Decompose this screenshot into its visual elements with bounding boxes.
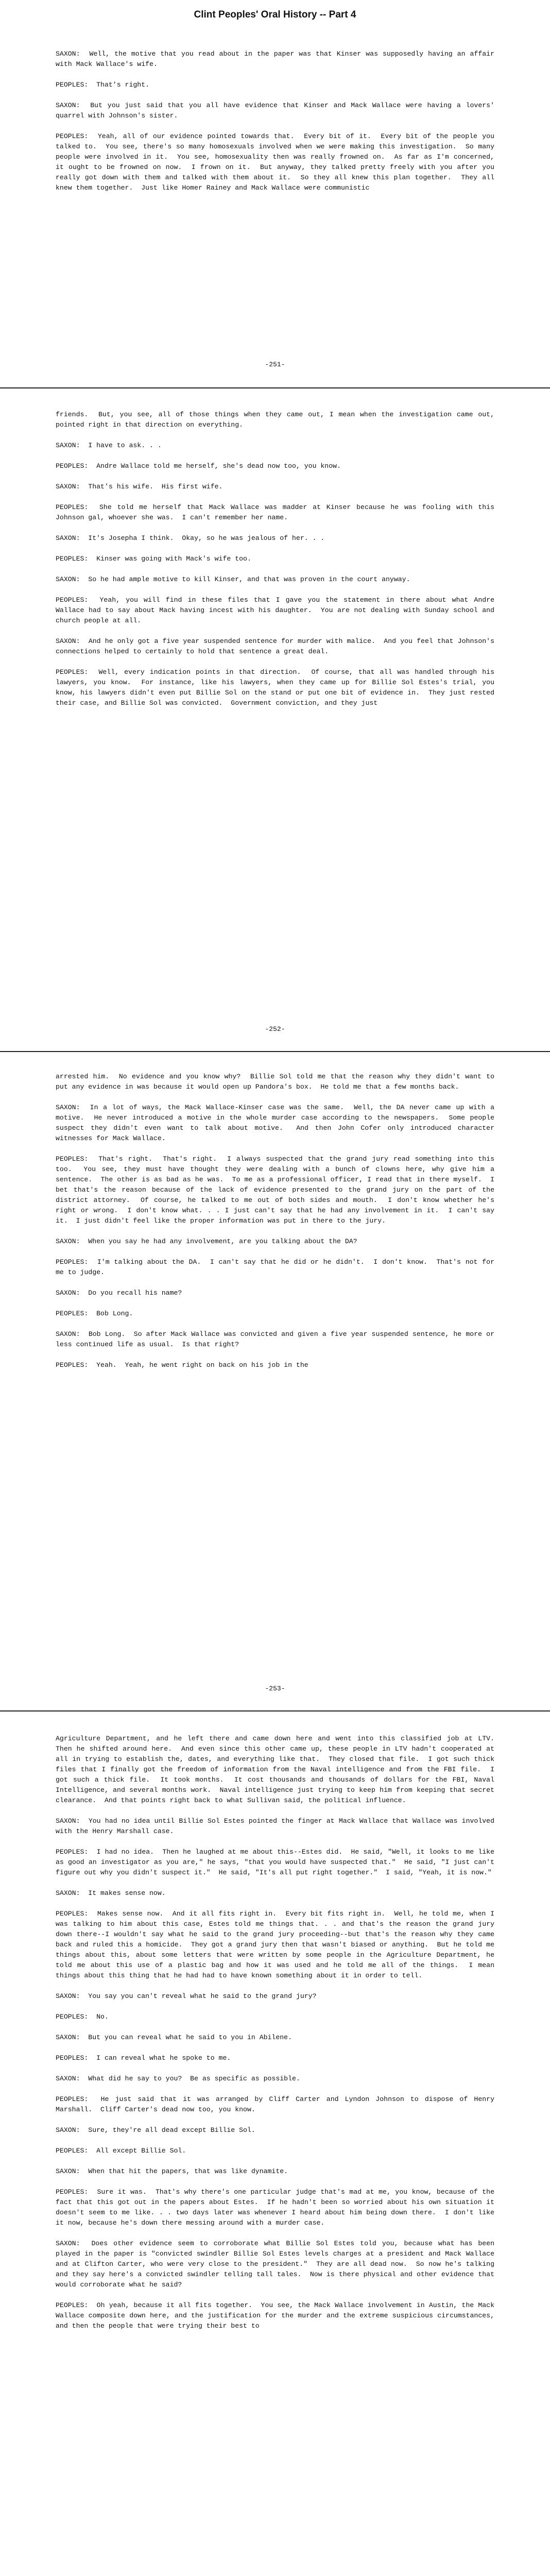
transcript-paragraph: PEOPLES: She told me herself that Mack Wallace was madder at Kinser because he was fooling with this Johnson gal, whoever she was. I can't remember her name. [56, 503, 499, 521]
transcript-paragraph: SAXON: When that hit the papers, that was like dynamite. [56, 2167, 288, 2175]
transcript-paragraph: Agriculture Department, and he left there and came down here and went into this classified job at LTV. Then he shifted around here. And even since this other came up, these people in LTV hadn't cooperated at all in trying to establish the, dates, and everything like that. They closed that file. I got such thick files that I finally got the freedom of information from the Naval intelligence and from the FBI file. I got such a thick file. It took months. It cost thousands and thousands of dollars for the FBI, Naval Intelligence, and several months work. Naval intelligence just trying to keep him from keeping that secret clearance. And that points right back to what Sullivan said, the political influence. [56, 1735, 503, 1804]
transcript-paragraph: SAXON: Do you recall his name? [56, 1289, 182, 1297]
transcript-paragraph: SAXON: You say you can't reveal what he said to the grand jury? [56, 1992, 317, 2000]
transcript-paragraph: PEOPLES: Yeah, all of our evidence pointed towards that. Every bit of it. Every bit of the people you talked to. You see, there's so many homosexuals involved when we were making this investigation. So many people were involved in it. You see, homosexuality then was really frowned on. As far as I'm concerned, it ought to be frowned on now. I frown on it. But anyway, they talked pretty freely with you after you really got down with them and talked with them about it. So they all knew this plan together. They all knew them together. Just like Homer Rainey and Mack Wallace were communistic [56, 132, 499, 192]
transcript-page [56, 49, 499, 204]
transcript-paragraph: SAXON: That's his wife. His first wife. [56, 483, 223, 490]
transcript-paragraph: SAXON: So he had ample motive to kill Kinser, and that was proven in the court anyway. [56, 575, 410, 583]
transcript-paragraph: PEOPLES: I had no idea. Then he laughed at me about this--Estes did. He said, "Well, it looks to me like as good an investigator as you are," he says, "that you would have suspected that." He said, "I just can't figure out why you didn't suspect it." He said, "It's all put right together." I said, "Yeah, it is now." [56, 1848, 499, 1876]
transcript-paragraph: SAXON: You had no idea until Billie Sol Estes pointed the finger at Mack Wallace that Wallace was involved with the Henry Marshall case. [56, 1817, 499, 1835]
transcript-paragraph: PEOPLES: Kinser was going with Mack's wife too. [56, 555, 251, 563]
transcript-paragraph: SAXON: Bob Long. So after Mack Wallace was convicted and given a five year suspended sentence, he more or less continued life as usual. Is that right? [56, 1330, 499, 1348]
transcript-paragraph: PEOPLES: I'm talking about the DA. I can't say that he did or he didn't. I don't know. That's not for me to judge. [56, 1258, 499, 1276]
transcript-paragraph: PEOPLES: Oh yeah, because it all fits together. You see, the Mack Wallace involvement in Austin, the Mack Wallace composite down here, and the justification for the murder and the extreme suspicious circumstances, and then the people that were trying their best to [56, 2301, 499, 2330]
document-title: Clint Peoples' Oral History -- Part 4 [194, 9, 356, 20]
transcript-paragraph: SAXON: Sure, they're all dead except Billie Sol. [56, 2126, 255, 2134]
transcript-paragraph: PEOPLES: Yeah. Yeah, he went right on back on his job in the [56, 1361, 308, 1369]
transcript-paragraph: SAXON: I have to ask. . . [56, 442, 162, 449]
transcript-paragraph: PEOPLES: Sure it was. That's why there's one particular judge that's mad at me, you know, because of the fact that this got out in the papers about Estes. If he hadn't been so worried about his own situation it doesn't seem to me like. . . two days later was whenever I heard about him being down there. I don't like it now, because he's down there messing around with a murder case. [56, 2188, 499, 2227]
transcript-paragraph: PEOPLES: He just said that it was arranged by Cliff Carter and Lyndon Johnson to dispose of Henry Marshall. Cliff Carter's dead now too, you know. [56, 2095, 499, 2113]
page-number: -253- [265, 1685, 285, 1692]
page-number: -251- [265, 361, 285, 368]
transcript-paragraph: PEOPLES: Well, every indication points in that direction. Of course, that all was handled through his lawyers, you know. For instance, like his lawyers, when they came up for Billie Sol Estes's trial, you know, his lawyers didn't even put Billie Sol on the stand or put one bit of evidence in. They just rested their case, and Billie Sol was convicted. Government conviction, and they just [56, 668, 499, 707]
transcript-paragraph: PEOPLES: I can reveal what he spoke to me. [56, 2054, 231, 2062]
transcript-paragraph: SAXON: When you say he had any involvement, are you talking about the DA? [56, 1238, 357, 1245]
transcript-paragraph: PEOPLES: No. [56, 2013, 109, 2021]
transcript-paragraph: PEOPLES: Makes sense now. And it all fits right in. Every bit fits right in. Well, he told me, when I was talking to him about this case, Estes told me things that. . . and that's the reason the grand jury down there--I wouldn't say what he said to the grand jury proceeding--but that's the reason why they came back and ruled this a homicide. They got a grand jury then that wasn't biased or anything. But he told me things about this, about some letters that were written by some people in the Agriculture Department, he told me about this use of a plastic bag and how it was used and he told me all of the things. I mean things about this thing that he had had to have known something about it in order to tell. [56, 1910, 499, 1979]
transcript-paragraph: SAXON: Does other evidence seem to corroborate what Billie Sol Estes told you, because what has been played in the paper is "convicted swindler Billie Sol Estes levels charges at a president and Mack Wallace and at Clifton Carter, who were very close to the president." They are all dead now. So now he's talking and they say here's a convicted swindler telling tall tales. Now is there physical and other evidence that would corroborate what he said? [56, 2240, 499, 2289]
transcript-paragraph: SAXON: It makes sense now. [56, 1889, 166, 1897]
transcript-paragraph: SAXON: What did he say to you? Be as specific as possible. [56, 2075, 300, 2082]
page-divider [0, 1710, 550, 1711]
transcript-paragraph: SAXON: But you can reveal what he said to you in Abilene. [56, 2033, 292, 2041]
transcript-paragraph: SAXON: It's Josepha I think. Okay, so he was jealous of her. . . [56, 534, 325, 542]
transcript-paragraph: friends. But, you see, all of those things when they came out, I mean when the investigation came out, pointed right in that direction on everything. [56, 411, 499, 429]
transcript-paragraph: SAXON: Well, the motive that you read about in the paper was that Kinser was supposedly having an affair with Mack Wallace's wife. [56, 50, 499, 68]
transcript-paragraph: PEOPLES: Andre Wallace told me herself, she's dead now too, you know. [56, 462, 341, 470]
page-divider [0, 1051, 550, 1052]
transcript-paragraph: PEOPLES: That's right. [56, 81, 150, 89]
transcript-paragraph: arrested him. No evidence and you know why? Billie Sol told me that the reason why they didn't want to put any evidence in was because it would open up Pandora's box. He told me that a few months back. [56, 1073, 499, 1091]
page-divider [0, 387, 550, 388]
transcript-paragraph: PEOPLES: Bob Long. [56, 1310, 133, 1317]
transcript-paragraph: SAXON: But you just said that you all have evidence that Kinser and Mack Wallace were having a lovers' quarrel with Johnson's sister. [56, 101, 499, 120]
transcript-page [56, 1072, 499, 1381]
transcript-paragraph: PEOPLES: All except Billie Sol. [56, 2147, 186, 2155]
transcript-paragraph: PEOPLES: Yeah, you will find in these files that I gave you the statement in there about what Andre Wallace had to say about Mack having incest with his daughter. You are not dealing with Sunday school and church people at all. [56, 596, 499, 624]
transcript-paragraph: PEOPLES: That's right. That's right. I always suspected that the grand jury read something into this too. You see, they must have thought they were dealing with a bunch of clowns here, why give him a sentence. The other is as bad as he was. To me as a professional officer, I read that in there myself. I bet that's the reason because of the lack of evidence presented to the grand jury on the part of the district attorney. Of course, he talked to me out of both sides and mouth. I don't know whether he's right or wrong. I don't know what. . . I just can't say that he had any involvement in it. I can't say it. I just didn't feel like the proper information was put in there to the jury. [56, 1155, 499, 1225]
transcript-paragraph: SAXON: And he only got a five year suspended sentence for murder with malice. And you feel that Johnson's connections helped to certainly to hold that sentence a great deal. [56, 637, 499, 655]
transcript-paragraph: SAXON: In a lot of ways, the Mack Wallace-Kinser case was the same. Well, the DA never came up with a motive. He never introduced a motive in the whole murder case according to the newspapers. Some people suspect they didn't even want to talk about motive. And then John Cofer only introduced character witnesses for Mack Wallace. [56, 1104, 499, 1142]
page-number: -252- [265, 1025, 285, 1033]
transcript-page [56, 1734, 503, 2342]
transcript-page [56, 410, 499, 719]
